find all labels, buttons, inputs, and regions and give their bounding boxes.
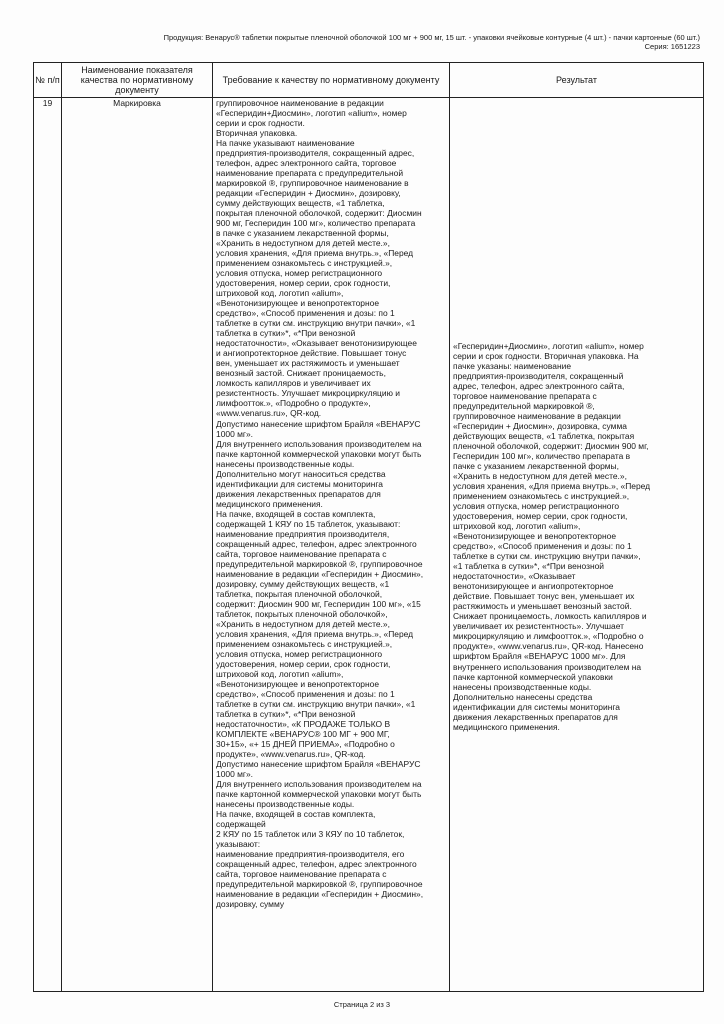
result-text: «Гесперидин+Диосмин», логотип «alium», номер серии и срок годности. Вторичная упаковка. На пачке указаны: наименование предприятия-производителя, сокращенный адрес, телефон, адрес электронного сайта, торговое наименование препарата с предупредительной маркировкой ®, группировочное наименование в редакции «Гесперидин + Диосмин», дозировка, сумма действующих веществ, «1 таблетка, покрытая пленочной оболочкой, содержит: Диосмин 900 мг, Гесперидин 100 мг», количество препарата в пачке с указанием лекарственной формы, «Хранить в недоступном для детей месте.», условия хранения, «Для приема внутрь.», «Перед применением ознакомьтесь с инструкцией.», условия отпуска, номер регистрационного удостоверения, номер серии, срок годности, штриховой код, логотип «alium», «Венотонизирующее и венопротекторное средство», «Способ применения и дозы: по 1 таблетке в сутки см. инструкцию внутри пачки», «1 таблетка в сутки»*, «*При венозной недостаточности», «Оказывает венотонизирующее и ангиопротекторное действие. Повышает тонус вен, уменьшает их растяжимость и уменьшает венозный застой. Снижает проницаемость, ломкость капилляров и увеличивает их резистентность». Улучшает микроциркуляцию и лимфоотток.», «Подробно о продукте», «www.venarus.ru», QR-код. Нанесено шрифтом Брайля «ВЕНАРУС 1000 мг». Для внутреннего использования производителем на пачке картонной коммерческой упаковки нанесены производственные коды. Дополнительно нанесены средства идентификации для системы мониторинга движения лекарственных препаратов для медицинского применения. [453,341,651,732]
series-number: Серия: 1651223 [644,42,700,51]
product-line: Продукция: Венарус® таблетки покрытые пленочной оболочкой 100 мг + 900 мг, 15 шт. - упаковки ячейковые контурные (4 шт.) - пачки картонные (60 шт.) [163,33,700,42]
document-header [60,33,700,51]
column-header-num: № п/п [34,63,62,98]
column-header-indicator: Наименование показателя качества по нормативному документу [62,63,213,98]
row-number: 19 [34,98,62,992]
column-header-requirement: Требование к качеству по нормативному документу [213,63,450,98]
result-cell [450,98,704,992]
column-header-result: Результат [450,63,704,98]
requirement-cell [213,98,450,992]
requirement-text: группировочное наименование в редакции «Гесперидин+Диосмин», логотип «alium», номер серии и срок годности. Вторичная упаковка. На пачке указывают наименование предприятия-производителя, сокращенный адрес, телефон, адрес электронного сайта, торговое наименование препарата с предупредительной маркировкой ®, группировочное наименование в редакции «Гесперидин + Диосмин», дозировку, сумму действующих веществ, «1 таблетка, покрытая пленочной оболочкой, содержит: Диосмин 900 мг, Гесперидин 100 мг», количество препарата в пачке с указанием лекарственной формы, «Хранить в недоступном для детей месте.», условия хранения, «Для приема внутрь.», «Перед применением ознакомьтесь с инструкцией.», условия отпуска, номер регистрационного удостоверения, номер серии, срок годности, штриховой код, логотип «alium», «Венотонизирующее и венопротекторное средство», «Способ применения и дозы: по 1 таблетке в сутки см. инструкцию внутри пачки», «1 таблетка в сутки»*, «*При венозной недостаточности», «Оказывает венотонизирующее и ангиопротекторное действие. Повышает тонус вен, уменьшает их растяжимость и уменьшает венозный застой. Снижает проницаемость, ломкость капилляров и увеличивает их резистентность. Улучшает микроциркуляцию и лимфоотток.», «Подробно о продукте», «www.venarus.ru», QR-код. Допустимо нанесение шрифтом Брайля «ВЕНАРУС 1000 мг». Для внутреннего использования производителем на пачке картонной коммерческой упаковки могут быть нанесены производственные коды. Дополнительно могут наноситься средства идентификации для системы мониторинга движения лекарственных препаратов для медицинского применения. На пачке, входящей в состав комплекта, содержащей 1 КЯУ по 15 таблеток, указывают: наименование предприятия производителя, сокращенный адрес, телефон, адрес электронного сайта, торговое наименование препарата с предупредительной маркировкой ®, группировочное наименование в редакции «Гесперидин + Диосмин», дозировку, сумму действующих веществ, «1 таблетка, покрытая пленочной оболочкой, содержит: Диосмин 900 мг, Гесперидин 100 мг», «15 таблеток, покрытых пленочной оболочкой», «Хранить в недоступном для детей месте.», условия хранения, «Для приема внутрь.», «Перед применением ознакомьтесь с инструкцией.», условия отпуска, номер регистрационного удостоверения, номер серии, срок годности, штриховой код, логотип «alium», «Венотонизирующее и венопротекторное средство», «Способ применения и дозы: по 1 таблетке в сутки см. инструкцию внутри пачки», «1 таблетка в сутки»*, «*При венозной недостаточности», «К ПРОДАЖЕ ТОЛЬКО В КОМПЛЕКТЕ «ВЕНАРУС® 100 МГ + 900 МГ, 30+15», «+ 15 ДНЕЙ ПРИЕМА», «Подробно о продукте», «www.venarus.ru», QR-код. Допустимо нанесение шрифтом Брайля «ВЕНАРУС 1000 мг». Для внутреннего использования производителем на пачке картонной коммерческой упаковки могут быть нанесены производственные коды. На пачке, входящей в состав комплекта, содержащей 2 КЯУ по 15 таблеток или 3 КЯУ по 10 таблеток, указывают: наименование предприятия-производителя, его сокращенный адрес, телефон, адрес электронного сайта, торговое наименование препарата с предупредительной маркировкой ®, группировочное наименование в редакции «Гесперидин + Диосмин», дозировку, сумму [216,98,424,910]
indicator-name: Маркировка [62,98,213,992]
table-row [34,98,704,992]
quality-table [33,62,704,992]
table-header-row [34,63,704,98]
page-number: Страница 2 из 3 [333,1000,391,1009]
